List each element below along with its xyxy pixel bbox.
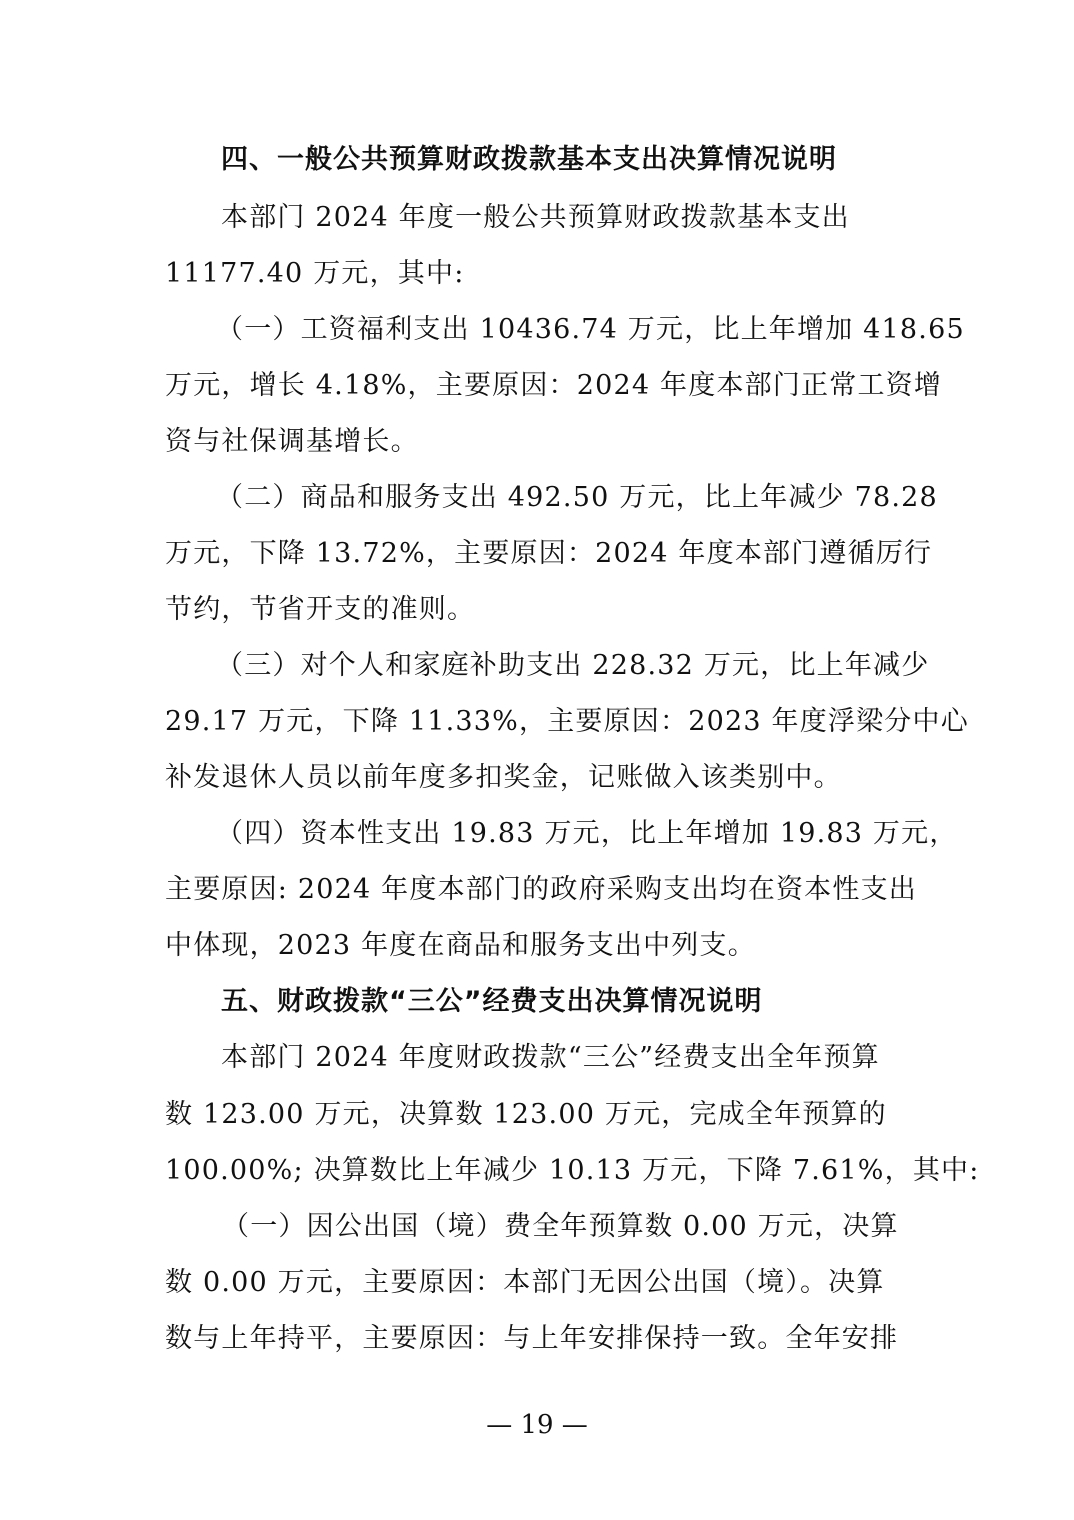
section-4-item-2-line-3: 节约，节省开支的准则。 [165,594,476,625]
section-4-intro-line-2: 11177.40 万元，其中: [165,258,465,289]
page-number: — 19 — [486,1410,588,1440]
section-5-intro-line-1: 本部门 2024 年度财政拨款“三公”经费支出全年预算 [221,1042,880,1073]
section-5-heading: 五、财政拨款“三公”经费支出决算情况说明 [221,986,763,1017]
section-5-item-1-line-1: （一）因公出国（境）费全年预算数 0.00 万元，决算 [222,1211,899,1242]
section-5-item-1-line-2: 数 0.00 万元，主要原因：本部门无因公出国（境）。决算 [165,1267,885,1298]
section-4-item-3-line-1: （三）对个人和家庭补助支出 228.32 万元，比上年减少 [216,650,930,681]
section-4-item-2-line-1: （二）商品和服务支出 492.50 万元，比上年减少 78.28 [216,482,938,513]
section-4-item-1-line-2: 万元，增长 4.18%，主要原因：2024 年度本部门正常工资增 [165,370,943,401]
section-5-item-1-line-3: 数与上年持平，主要原因：与上年安排保持一致。全年安排 [165,1323,899,1354]
section-4-item-1-line-3: 资与社保调基增长。 [165,426,419,457]
section-5-intro-line-3: 100.00%; 决算数比上年减少 10.13 万元，下降 7.61%，其中: [165,1155,980,1186]
section-4-heading: 四、一般公共预算财政拨款基本支出决算情况说明 [221,144,837,175]
section-4-item-3-line-3: 补发退休人员以前年度多扣奖金，记账做入该类别中。 [165,762,842,793]
section-4-item-4-line-3: 中体现，2023 年度在商品和服务支出中列支。 [165,930,756,961]
section-5-intro-line-2: 数 123.00 万元，决算数 123.00 万元，完成全年预算的 [165,1099,887,1130]
section-4-item-1-line-1: （一）工资福利支出 10436.74 万元，比上年增加 418.65 [216,314,965,345]
section-4-item-2-line-2: 万元，下降 13.72%，主要原因：2024 年度本部门遵循厉行 [165,538,933,569]
section-4-intro-line-1: 本部门 2024 年度一般公共预算财政拨款基本支出 [221,202,850,233]
section-4-item-3-line-2: 29.17 万元，下降 11.33%，主要原因：2023 年度浮梁分中心 [165,706,969,737]
section-4-item-4-line-1: （四）资本性支出 19.83 万元，比上年增加 19.83 万元， [216,818,958,849]
section-4-item-4-line-2: 主要原因: 2024 年度本部门的政府采购支出均在资本性支出 [165,874,917,905]
